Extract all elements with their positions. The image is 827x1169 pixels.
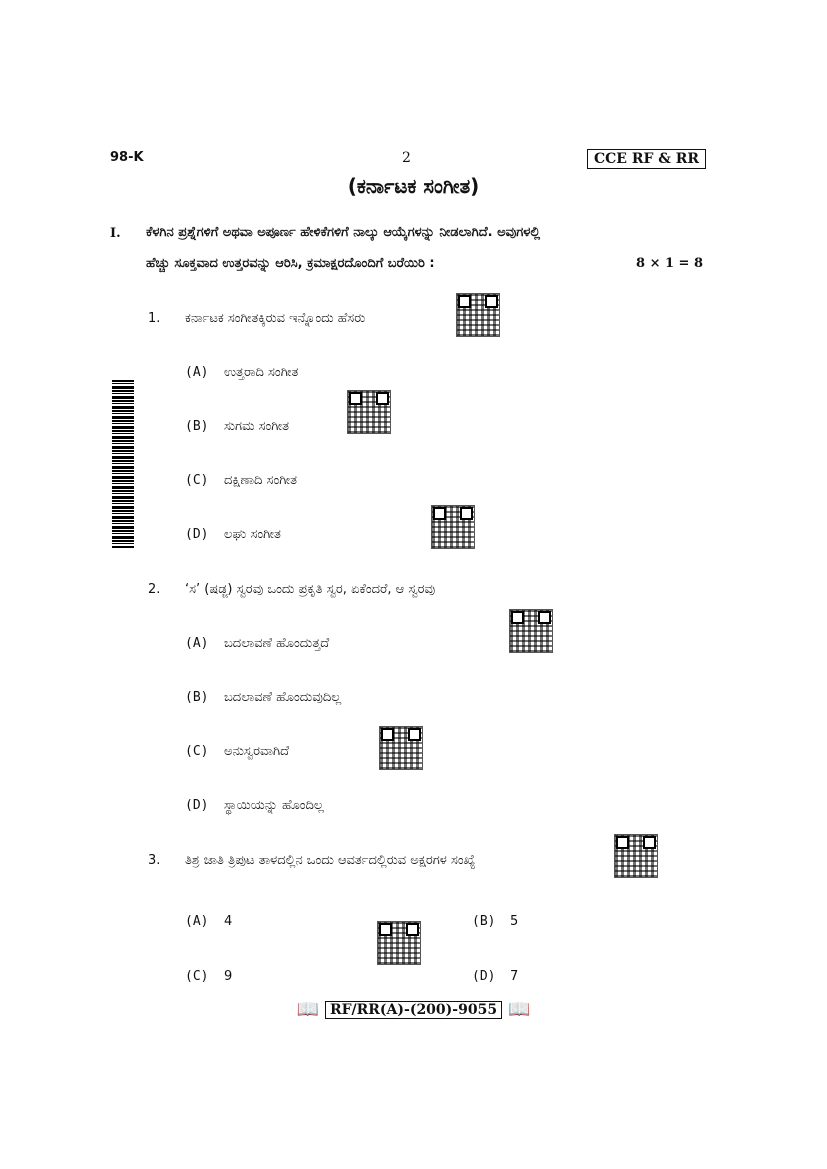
question-number: 3. (148, 853, 161, 868)
option-label: (D) (472, 969, 496, 984)
option-label: (C) (185, 744, 209, 759)
option-label: (D) (185, 527, 209, 542)
instruction-line-1: ಕೆಳಗಿನ ಪ್ರಶ್ನೆಗಳಿಗೆ ಅಥವಾ ಅಪೂರ್ಣ ಹೇಳಿಕೆಗಳಿಗೆ ನಾಲ್ಕು ಆಯ್ಕೆಗಳನ್ನು ನೀಡಲಾಗಿದೆ. ಅವುಗಳಲ್ಲಿ (146, 225, 541, 240)
instruction-line-2: ಹೆಚ್ಚು ಸೂಕ್ತವಾದ ಉತ್ತರವನ್ನು ಆರಿಸಿ, ಕ್ರಮಾಕ್ಷರದೊಂದಿಗೆ ಬರೆಯಿರಿ : (146, 256, 435, 271)
option-text: 9 (224, 969, 233, 984)
page-number: 2 (402, 150, 411, 166)
option-text: ಅನುಸ್ವರವಾಗಿದೆ (224, 744, 290, 759)
qr-code-icon (431, 505, 475, 549)
marks-allocation: 8 × 1 = 8 (636, 256, 704, 271)
option-label: (B) (185, 690, 209, 705)
question-text: ‘ಸ’ (ಷಡ್ಜ) ಸ್ವರವು ಒಂದು ಪ್ರಕೃತಿ ಸ್ವರ, ಏಕೆಂದರೆ, ಆ ಸ್ವರವು (185, 582, 436, 597)
qr-code-icon (614, 834, 658, 878)
series-box: CCE RF & RR (587, 149, 706, 169)
qr-code-icon (377, 921, 421, 965)
option-text: ಬದಲಾವಣೆ ಹೊಂದುವುದಿಲ್ಲ (224, 690, 342, 705)
option-text: ಬದಲಾವಣೆ ಹೊಂದುತ್ತದೆ (224, 636, 330, 651)
qr-code-icon (456, 293, 500, 337)
option-label: (C) (185, 969, 209, 984)
section-number: I. (110, 226, 121, 241)
option-label: (B) (472, 914, 496, 929)
qr-code-icon (379, 726, 423, 770)
option-label: (C) (185, 473, 209, 488)
paper-code: 98-K (110, 150, 144, 165)
footer (0, 1000, 827, 1019)
option-label: (A) (185, 914, 209, 929)
subject-title: (ಕರ್ನಾಟಕ ಸಂಗೀತ) (347, 174, 480, 198)
question-number: 1. (148, 311, 161, 326)
option-text: 5 (510, 914, 519, 929)
option-label: (B) (185, 419, 209, 434)
option-text: ಉತ್ತರಾದಿ ಸಂಗೀತ (224, 365, 299, 380)
option-text: 7 (510, 969, 519, 984)
option-label: (A) (185, 365, 209, 380)
footer-code: RF/RR(A)-(200)-9055 (325, 1001, 502, 1019)
barcode-icon (112, 380, 134, 548)
qr-code-icon (509, 609, 553, 653)
question-number: 2. (148, 582, 161, 597)
open-book-icon: 📖 (508, 999, 531, 1020)
option-label: (D) (185, 798, 209, 813)
option-text: ದಕ್ಷಿಣಾದಿ ಸಂಗೀತ (224, 473, 297, 488)
question-text: ತಿಶ್ರ ಜಾತಿ ತ್ರಿಪುಟ ತಾಳದಲ್ಲಿನ ಒಂದು ಆವರ್ತದಲ್ಲಿರುವ ಅಕ್ಷರಗಳ ಸಂಖ್ಯೆ (185, 853, 476, 868)
open-book-icon: 📖 (296, 999, 319, 1020)
option-text: ಸ್ಥಾಯಿಯನ್ನು ಹೊಂದಿಲ್ಲ (224, 798, 324, 813)
option-text: ಲಘು ಸಂಗೀತ (224, 527, 281, 542)
option-label: (A) (185, 636, 209, 651)
option-text: 4 (224, 914, 233, 929)
option-text: ಸುಗಮ ಸಂಗೀತ (224, 419, 289, 434)
qr-code-icon (347, 390, 391, 434)
question-text: ಕರ್ನಾಟಕ ಸಂಗೀತಕ್ಕಿರುವ ಇನ್ನೊಂದು ಹೆಸರು (185, 311, 366, 326)
